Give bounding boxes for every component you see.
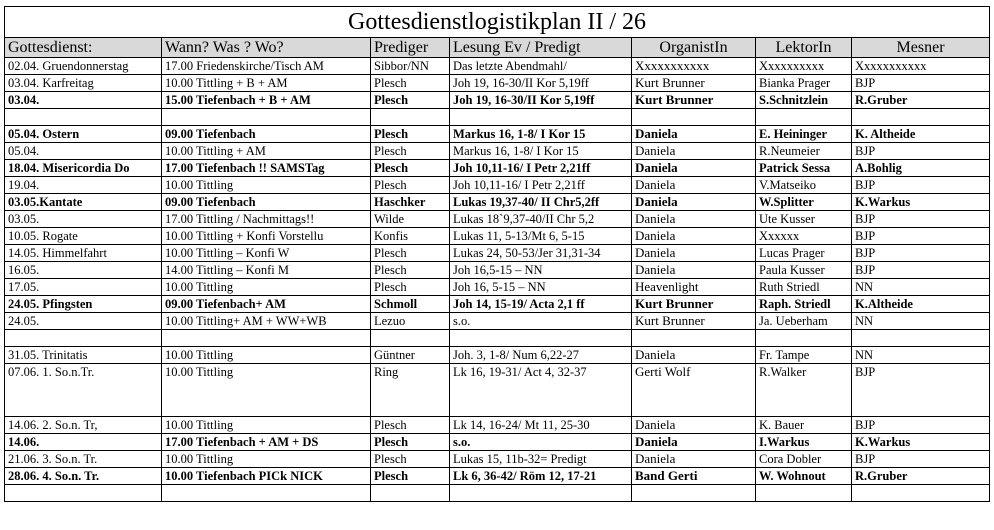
lector-cell: R.Neumeier [756,143,852,160]
preacher-cell: Plesch [371,468,450,485]
sexton-cell: BJP [852,451,990,468]
col-header-organist: OrganistIn [632,38,756,58]
when-what-where-cell [162,109,371,126]
organist-cell [632,330,756,347]
col-header-sexton: Mesner [852,38,990,58]
preacher-cell: Plesch [371,143,450,160]
preacher-cell: Ring [371,364,450,417]
when-what-where-cell: 10.00 Tittling [162,177,371,194]
table-row [5,364,990,417]
table-row [5,143,990,160]
when-what-where-cell: 10.00 Tittling [162,417,371,434]
service-cell: 05.04. [5,143,162,160]
table-row [5,177,990,194]
service-cell: 18.04. Misericordia Do [5,160,162,177]
preacher-cell: Haschker [371,194,450,211]
service-cell: 31.05. Trinitatis [5,347,162,364]
reading-cell: Lk 16, 19-31/ Act 4, 32-37 [450,364,632,417]
lector-cell: Paula Kusser [756,262,852,279]
preacher-cell: Güntner [371,347,450,364]
sexton-cell: K.Altheide [852,296,990,313]
service-cell: 24.05. Pfingsten [5,296,162,313]
preacher-cell: Wilde [371,211,450,228]
preacher-cell: Plesch [371,279,450,296]
organist-cell: Daniela [632,194,756,211]
service-cell: 16.05. [5,262,162,279]
service-cell: 10.05. Rogate [5,228,162,245]
sexton-cell: BJP [852,228,990,245]
organist-cell: Daniela [632,434,756,451]
service-cell: 03.04. Karfreitag [5,75,162,92]
service-cell: 14.05. Himmelfahrt [5,245,162,262]
lector-cell: I.Warkus [756,434,852,451]
organist-cell: Daniela [632,347,756,364]
sexton-cell: NN [852,313,990,330]
sexton-cell: BJP [852,143,990,160]
lector-cell: Xxxxxx [756,228,852,245]
when-what-where-cell: 10.00 Tittling+ AM + WW+WB [162,313,371,330]
sexton-cell: K. Altheide [852,126,990,143]
sexton-cell: NN [852,347,990,364]
reading-cell: s.o. [450,434,632,451]
sexton-cell: R.Gruber [852,92,990,109]
organist-cell: Xxxxxxxxxxx [632,58,756,75]
lector-cell: S.Schnitzlein [756,92,852,109]
sexton-cell: K.Warkus [852,194,990,211]
service-cell: 05.04. Ostern [5,126,162,143]
service-cell: 28.06. 4. So.n. Tr. [5,468,162,485]
when-what-where-cell: 10.00 Tittling [162,279,371,296]
table-row [5,75,990,92]
lector-cell: W.Splitter [756,194,852,211]
col-header-when-what-where: Wann? Was ? Wo? [162,38,371,58]
service-cell: 03.05.Kantate [5,194,162,211]
lector-cell: W. Wohnout [756,468,852,485]
table-row [5,451,990,468]
organist-cell: Daniela [632,245,756,262]
col-header-service: Gottesdienst: [5,38,162,58]
when-what-where-cell: 10.00 Tittling [162,347,371,364]
when-what-where-cell: 17.00 Tittling / Nachmittags!! [162,211,371,228]
sexton-cell [852,109,990,126]
sexton-cell: BJP [852,211,990,228]
when-what-where-cell: 09.00 Tiefenbach+ AM [162,296,371,313]
organist-cell: Daniela [632,451,756,468]
table-row [5,485,990,502]
reading-cell: Joh 19, 16-30/II Kor 5,19ff [450,92,632,109]
lector-cell: R.Walker [756,364,852,417]
service-cell: 07.06. 1. So.n.Tr. [5,364,162,417]
reading-cell: s.o. [450,313,632,330]
lector-cell: Fr. Tampe [756,347,852,364]
organist-cell: Daniela [632,228,756,245]
table-row [5,313,990,330]
when-what-where-cell: 10.00 Tittling – Konfi W [162,245,371,262]
reading-cell: Lukas 15, 11b-32= Predigt [450,451,632,468]
sexton-cell: BJP [852,177,990,194]
table-row [5,92,990,109]
preacher-cell: Plesch [371,417,450,434]
schedule-body [5,58,990,502]
reading-cell: Joh 19, 16-30/II Kor 5,19ff [450,75,632,92]
when-what-where-cell: 10.00 Tittling + AM [162,143,371,160]
lector-cell: Raph. Striedl [756,296,852,313]
reading-cell: Lukas 19,37-40/ II Chr5,2ff [450,194,632,211]
organist-cell: Gerti Wolf [632,364,756,417]
service-cell: 21.06. 3. So.n. Tr. [5,451,162,468]
service-cell: 03.04. [5,92,162,109]
organist-cell [632,485,756,502]
organist-cell: Daniela [632,211,756,228]
organist-cell: Daniela [632,177,756,194]
table-row [5,434,990,451]
reading-cell: Joh 16,5-15 – NN [450,262,632,279]
organist-cell: Kurt Brunner [632,75,756,92]
organist-cell: Daniela [632,262,756,279]
preacher-cell: Plesch [371,177,450,194]
organist-cell: Kurt Brunner [632,313,756,330]
reading-cell: Joh 10,11-16/ I Petr 2,21ff [450,160,632,177]
table-row [5,417,990,434]
preacher-cell: Plesch [371,126,450,143]
service-cell: 14.06. 2. So.n. Tr, [5,417,162,434]
reading-cell: Lukas 11, 5-13/Mt 6, 5-15 [450,228,632,245]
preacher-cell: Plesch [371,245,450,262]
table-row [5,245,990,262]
reading-cell [450,485,632,502]
preacher-cell: Sibbor/NN [371,58,450,75]
organist-cell: Daniela [632,417,756,434]
lector-cell: Bianka Prager [756,75,852,92]
preacher-cell: Plesch [371,75,450,92]
service-cell [5,485,162,502]
preacher-cell [371,330,450,347]
lector-cell: Lucas Prager [756,245,852,262]
lector-cell: Ute Kusser [756,211,852,228]
lector-cell: Ja. Ueberham [756,313,852,330]
lector-cell: Cora Dobler [756,451,852,468]
preacher-cell: Lezuo [371,313,450,330]
page-title: Gottesdienstlogistikplan II / 26 [5,7,990,38]
reading-cell [450,109,632,126]
service-cell: 14.06. [5,434,162,451]
when-what-where-cell: 10.00 Tiefenbach PICk NICK [162,468,371,485]
table-row [5,330,990,347]
sexton-cell: K.Warkus [852,434,990,451]
sexton-cell [852,330,990,347]
reading-cell: Joh 14, 15-19/ Acta 2,1 ff [450,296,632,313]
organist-cell: Band Gerti [632,468,756,485]
when-what-where-cell: 10.00 Tittling [162,364,371,417]
preacher-cell: Schmoll [371,296,450,313]
reading-cell: Lk 14, 16-24/ Mt 11, 25-30 [450,417,632,434]
lector-cell: E. Heininger [756,126,852,143]
table-row [5,109,990,126]
when-what-where-cell [162,330,371,347]
schedule-table [4,6,990,502]
table-row [5,58,990,75]
when-what-where-cell: 14.00 Tittling – Konfi M [162,262,371,279]
service-cell [5,109,162,126]
sexton-cell: NN [852,279,990,296]
service-cell [5,330,162,347]
lector-cell: K. Bauer [756,417,852,434]
sexton-cell: BJP [852,75,990,92]
organist-cell [632,109,756,126]
preacher-cell: Plesch [371,92,450,109]
organist-cell: Heavenlight [632,279,756,296]
lector-cell [756,485,852,502]
sexton-cell: BJP [852,364,990,417]
reading-cell: Markus 16, 1-8/ I Kor 15 [450,126,632,143]
table-row [5,160,990,177]
col-header-reading: Lesung Ev / Predigt [450,38,632,58]
reading-cell: Joh. 3, 1-8/ Num 6,22-27 [450,347,632,364]
when-what-where-cell: 17.00 Friedenskirche/Tisch AM [162,58,371,75]
reading-cell: Lukas 24, 50-53/Jer 31,31-34 [450,245,632,262]
table-row [5,468,990,485]
schedule-sheet [4,6,989,502]
reading-cell: Lk 6, 36-42/ Röm 12, 17-21 [450,468,632,485]
lector-cell [756,109,852,126]
service-cell: 24.05. [5,313,162,330]
preacher-cell [371,109,450,126]
lector-cell: Xxxxxxxxxx [756,58,852,75]
service-cell: 19.04. [5,177,162,194]
reading-cell: Joh 16, 5-15 – NN [450,279,632,296]
reading-cell [450,330,632,347]
organist-cell: Daniela [632,143,756,160]
organist-cell: Kurt Brunner [632,92,756,109]
sexton-cell [852,485,990,502]
when-what-where-cell: 10.00 Tittling + Konfi Vorstellu [162,228,371,245]
when-what-where-cell [162,485,371,502]
lector-cell [756,330,852,347]
sexton-cell: BJP [852,417,990,434]
when-what-where-cell: 10.00 Tittling + B + AM [162,75,371,92]
organist-cell: Daniela [632,126,756,143]
when-what-where-cell: 10.00 Tittling [162,451,371,468]
table-row [5,279,990,296]
preacher-cell: Plesch [371,434,450,451]
reading-cell: Das letzte Abendmahl/ [450,58,632,75]
reading-cell: Lukas 18`9,37-40/II Chr 5,2 [450,211,632,228]
organist-cell: Daniela [632,160,756,177]
header-row [5,38,990,58]
service-cell: 17.05. [5,279,162,296]
reading-cell: Markus 16, 1-8/ I Kor 15 [450,143,632,160]
lector-cell: V.Matseiko [756,177,852,194]
preacher-cell: Plesch [371,451,450,468]
when-what-where-cell: 17.00 Tiefenbach + AM + DS [162,434,371,451]
table-row [5,126,990,143]
table-row [5,296,990,313]
preacher-cell: Konfis [371,228,450,245]
when-what-where-cell: 15.00 Tiefenbach + B + AM [162,92,371,109]
table-row [5,262,990,279]
preacher-cell [371,485,450,502]
reading-cell: Joh 10,11-16/ I Petr 2,21ff [450,177,632,194]
preacher-cell: Plesch [371,262,450,279]
service-cell: 03.05. [5,211,162,228]
sexton-cell: BJP [852,262,990,279]
table-row [5,211,990,228]
col-header-lector: LektorIn [756,38,852,58]
organist-cell: Kurt Brunner [632,296,756,313]
preacher-cell: Plesch [371,160,450,177]
sexton-cell: R.Gruber [852,468,990,485]
when-what-where-cell: 09.00 Tiefenbach [162,194,371,211]
sexton-cell: Xxxxxxxxxxx [852,58,990,75]
lector-cell: Patrick Sessa [756,160,852,177]
col-header-preacher: Prediger [371,38,450,58]
sexton-cell: A.Bohlig [852,160,990,177]
sexton-cell: BJP [852,245,990,262]
table-row [5,347,990,364]
when-what-where-cell: 09.00 Tiefenbach [162,126,371,143]
table-row [5,228,990,245]
service-cell: 02.04. Gruendonnerstag [5,58,162,75]
lector-cell: Ruth Striedl [756,279,852,296]
table-row [5,194,990,211]
when-what-where-cell: 17.00 Tiefenbach !! SAMSTag [162,160,371,177]
